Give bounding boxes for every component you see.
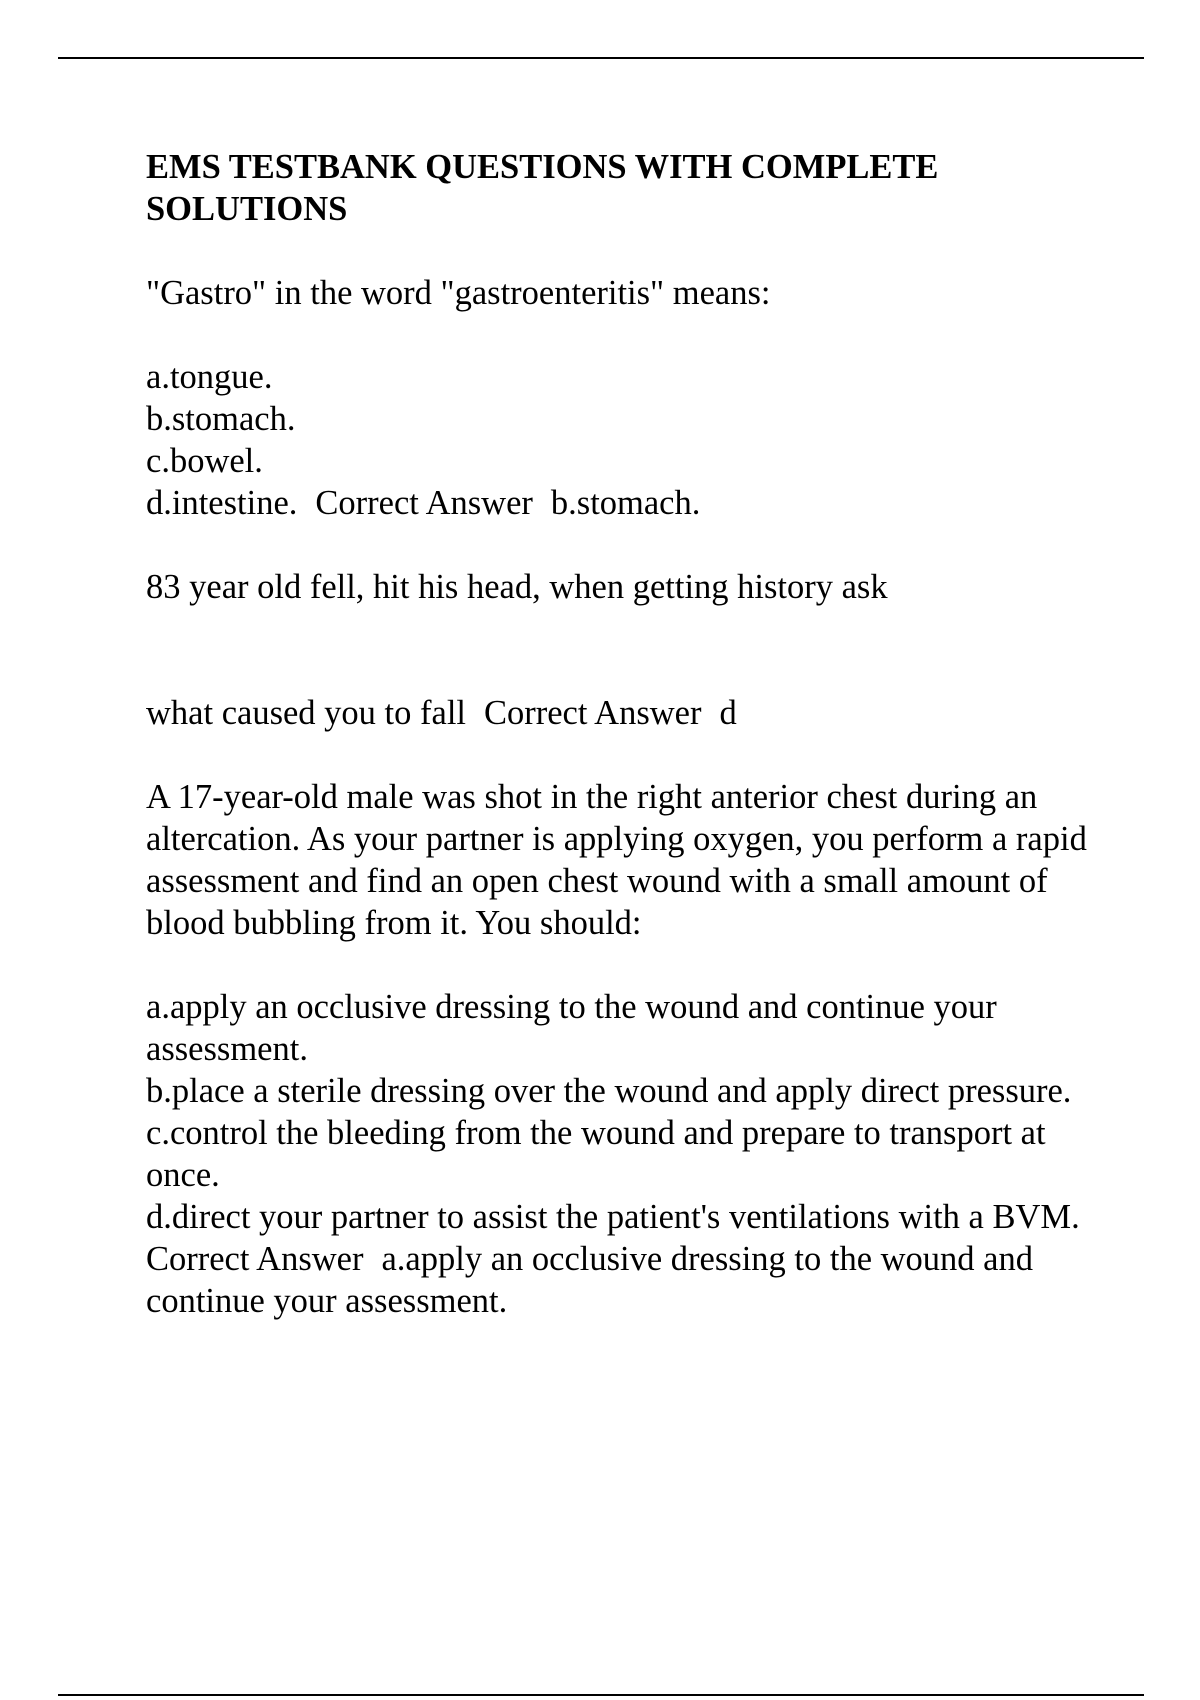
correct-answer: d xyxy=(719,694,737,732)
question-block-1 xyxy=(146,272,1106,524)
top-rule xyxy=(58,57,1144,59)
correct-answer: b.stomach. xyxy=(550,484,701,522)
question-text: "Gastro" in the word "gastroenteritis" means: xyxy=(146,274,771,312)
option-c: c.bowel. xyxy=(146,442,263,480)
option-a: a.tongue. xyxy=(146,358,273,396)
option-b: b.stomach. xyxy=(146,400,296,438)
question-text: 83 year old fell, hit his head, when getting history ask xyxy=(146,568,888,606)
correct-answer-label: Correct Answer xyxy=(483,694,702,732)
question-block-3 xyxy=(146,776,1106,1322)
option-with-answer xyxy=(146,692,1106,734)
option-b: b.place a sterile dressing over the wound and apply direct pressure. xyxy=(146,1072,1072,1110)
question-block-2 xyxy=(146,566,1106,734)
document-body xyxy=(146,146,1106,1322)
option-a: a.apply an occlusive dressing to the wound and continue your assessment. xyxy=(146,988,1006,1068)
question-text: A 17-year-old male was shot in the right anterior chest during an altercation. As your partner is applying oxygen, you perform a rapid assessment and find an open chest wound with a small amount of blood bubbling from it. You should: xyxy=(146,778,1096,942)
bottom-rule xyxy=(58,1694,1144,1696)
option-text: what caused you to fall xyxy=(146,694,466,732)
correct-answer-label: Correct Answer xyxy=(315,484,533,522)
document-title: EMS TESTBANK QUESTIONS WITH COMPLETE SOLUTIONS xyxy=(146,148,939,228)
correct-answer-label: Correct Answer xyxy=(146,1240,364,1278)
option-d: d.intestine. xyxy=(146,484,298,522)
option-d: d.direct your partner to assist the patient's ventilations with a BVM. xyxy=(146,1198,1080,1236)
correct-answer: a.apply an occlusive dressing to the wound and continue your assessment. xyxy=(146,1240,1042,1320)
option-d-with-answer xyxy=(146,482,1106,524)
option-d-with-answer xyxy=(146,1196,1106,1322)
option-c: c.control the bleeding from the wound and prepare to transport at once. xyxy=(146,1114,1055,1194)
